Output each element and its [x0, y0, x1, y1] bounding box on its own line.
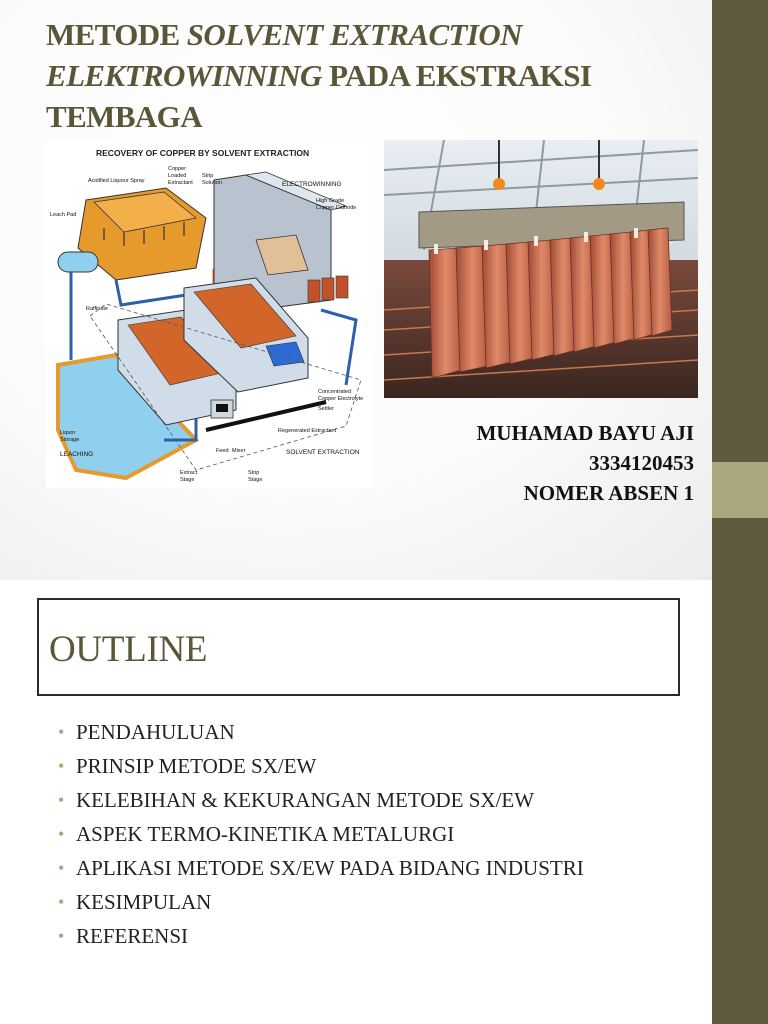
label-extract-1: Extract [180, 470, 198, 476]
label-regenerated: Regenerated Extractant [278, 428, 337, 434]
outline-item [58, 715, 584, 749]
label-settler: Settler [318, 406, 334, 412]
outline-item [58, 919, 584, 953]
label-leaching: LEACHING [60, 451, 94, 458]
bullet-icon: • [58, 824, 65, 844]
label-copper-loaded-3: Extractant [168, 180, 193, 186]
label-high-grade-2: Copper Cathode [316, 205, 357, 211]
label-liquor-2: Storage [60, 437, 80, 443]
outline-title-box [37, 598, 680, 696]
label-mixer: Mixer [232, 448, 246, 454]
outline-item-text: KESIMPULAN [76, 890, 212, 914]
author-absen: NOMER ABSEN 1 [523, 481, 694, 505]
side-bar-accent [712, 462, 768, 518]
outline-item [58, 885, 584, 919]
slide-outline [0, 580, 712, 1024]
outline-item-text: KELEBIHAN & KEKURANGAN METODE SX/EW [76, 788, 535, 812]
label-concentrated-1: Concentrated [318, 389, 352, 395]
label-strip-stage-2: Stage [248, 477, 263, 483]
author-block [394, 418, 694, 508]
outline-item-text: REFERENSI [76, 924, 189, 948]
bullet-icon: • [58, 722, 65, 742]
bullet-icon: • [58, 892, 65, 912]
outline-item [58, 851, 584, 885]
label-copper-loaded-1: Copper [168, 166, 187, 172]
outline-item-text: PRINSIP METODE SX/EW [76, 754, 317, 778]
copper-cathode-photo [384, 140, 698, 398]
diagram-heading: RECOVERY OF COPPER BY SOLVENT EXTRACTION [96, 148, 310, 158]
label-feed: Feed [216, 448, 229, 454]
label-extract-2: Stage [180, 477, 195, 483]
author-name: MUHAMAD BAYU AJI [476, 421, 694, 445]
label-strip-2: Solution [202, 180, 222, 186]
bullet-icon: • [58, 756, 65, 776]
outline-item [58, 817, 584, 851]
label-acidified: Acidified Liquour Spray [88, 178, 145, 184]
label-liquor-1: Liquor [60, 430, 76, 436]
label-strip-stage-1: Strip [248, 470, 260, 476]
label-concentrated-2: Copper Electrolyte [318, 396, 364, 402]
label-electrowinning: ELECTROWINNING [282, 181, 342, 188]
side-bar [712, 0, 768, 1024]
outline-item-text: ASPEK TERMO-KINETIKA METALURGI [76, 822, 455, 846]
label-solvent-extraction: SOLVENT EXTRACTION [286, 449, 360, 456]
label-raffinate: Raffinate [86, 306, 108, 312]
label-strip-1: Strip [202, 173, 214, 179]
outline-item-text: APLIKASI METODE SX/EW PADA BIDANG INDUSTRI [76, 856, 584, 880]
author-id: 3334120453 [589, 451, 694, 475]
outline-list [58, 715, 584, 953]
outline-item-text: PENDAHULUAN [76, 720, 235, 744]
bullet-icon: • [58, 926, 65, 946]
title-part-3: PADA EKSTRAKSI TEMBAGA [46, 58, 592, 134]
outline-heading: OUTLINE [49, 629, 208, 670]
slide-title-heading [46, 14, 666, 137]
pond [58, 252, 98, 272]
solvent-extraction-diagram [46, 140, 372, 488]
title-part-1: METODE [46, 17, 187, 52]
bullet-icon: • [58, 790, 65, 810]
bullet-icon: • [58, 858, 65, 878]
label-leach-pad: Leach Pad [50, 212, 77, 218]
outline-item [58, 749, 584, 783]
title-part-italic: SOLVENT EXTRACTION ELEKTROWINNING [46, 17, 522, 93]
label-high-grade-1: High Grade [316, 198, 345, 204]
outline-item [58, 783, 584, 817]
label-copper-loaded-2: Loaded [168, 173, 187, 179]
